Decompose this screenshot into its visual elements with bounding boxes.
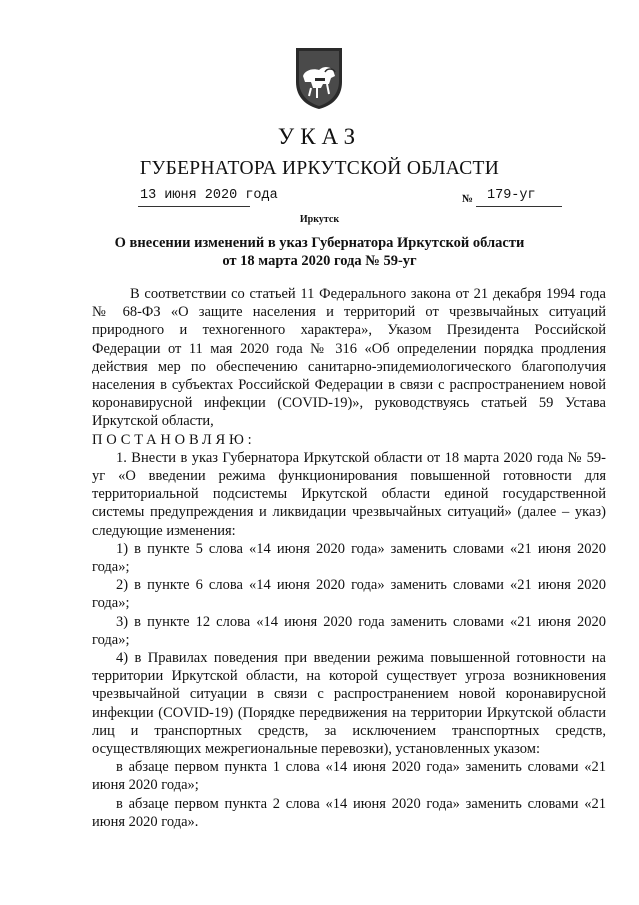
document-city: Иркутск — [299, 214, 340, 225]
preamble-paragraph: В соответствии со статьей 11 Федерального закона от 21 декабря 1994 года № 68-ФЗ «О защите населения и территорий от чрезвычайных ситуаций природного и техногенного характера», Указом Президента Российской Федерации от 11 мая 2020 года № 316 «Об определении порядка продления действия мер по обеспечению санитарно-эпидемиологического благополучия населения в субъектах Российской Федерации в связи с распространением новой коронавирусной инфекции (COVID-19)», руководствуясь статьей 59 Устава Иркутской области, — [92, 286, 606, 430]
subitem-2-paragraph: 2) в пункте 6 слова «14 июня 2020 года» заменить словами «21 июня 2020 года»; — [92, 577, 606, 612]
heading-line-2: от 18 марта 2020 года № 59-уг — [222, 253, 417, 269]
number-underline — [476, 206, 562, 207]
document-heading — [0, 234, 639, 270]
subitem-3-paragraph: 3) в пункте 12 слова «14 июня 2020 года заменить словами «21 июня 2020 года»; — [92, 613, 606, 648]
heading-line-1: О внесении изменений в указ Губернатора Иркутской области — [114, 235, 525, 251]
subitem-4a-paragraph: в абзаце первом пункта 1 слова «14 июня 2020 года» заменить словами «21 июня 2020 года»; — [92, 759, 606, 794]
document-number: 179-уг — [487, 188, 536, 203]
decree-word: ПОСТАНОВЛЯЮ: — [92, 431, 256, 448]
item-1-paragraph: 1. Внести в указ Губернатора Иркутской области от 18 марта 2020 года № 59-уг «О введении режима функционирования повышенной готовности для территориальной подсистемы Иркутской области единой государственной системы предупреждения и ликвидации чрезвычайных ситуаций» (далее – указ) следующие изменения: — [92, 449, 606, 539]
date-underline — [138, 206, 250, 207]
number-sign: № — [462, 193, 474, 205]
document-issuer: ГУБЕРНАТОРА ИРКУТСКОЙ ОБЛАСТИ — [139, 158, 500, 179]
subitem-4b-paragraph: в абзаце первом пункта 2 слова «14 июня 2020 года» заменить словами «21 июня 2020 года». — [92, 795, 606, 830]
subitem-4-paragraph: 4) в Правилах поведения при введении режима повышенной готовности на территории Иркутской области, на которой существует угроза возникновения чрезвычайной ситуации в связи с распространением новой коронавирусной инфекции (COVID-19) (Порядке передвижения на территории Иркутской области лиц и транспортных средств, за исключением транспортных средств, осуществляющих межрегиональные перевозки), установленных указом: — [92, 650, 606, 758]
document-title: УКАЗ — [277, 124, 362, 149]
document-body — [92, 285, 606, 831]
irkutsk-coat-of-arms-icon — [293, 46, 345, 110]
document-date: 13 июня 2020 года — [140, 188, 278, 203]
subitem-1-paragraph: 1) в пункте 5 слова «14 июня 2020 года» заменить словами «21 июня 2020 года»; — [92, 540, 606, 576]
